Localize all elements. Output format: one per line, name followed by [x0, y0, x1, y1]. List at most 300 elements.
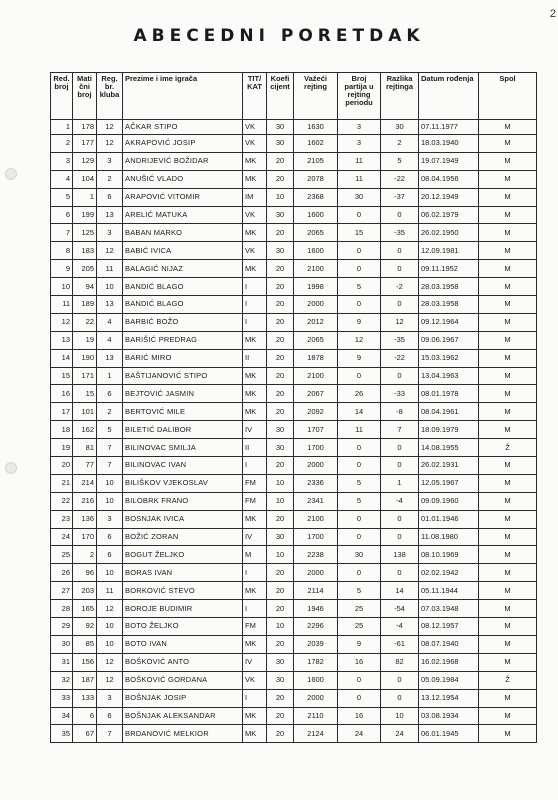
table-row: [51, 582, 537, 600]
cell-red-broj: 7: [51, 224, 73, 242]
cell-player-name: BOŽIĆ ZORAN: [123, 528, 243, 546]
table-row: [51, 260, 537, 278]
cell-vazeci-rejting: 2067: [294, 385, 338, 403]
cell-koeficijent: 30: [267, 421, 294, 439]
cell-reg-br-kluba: 3: [97, 152, 123, 170]
cell-spol: M: [479, 331, 537, 349]
cell-red-broj: 14: [51, 349, 73, 367]
cell-datum-rodjenja: 20.12.1949: [419, 188, 479, 206]
punch-hole-top: [5, 168, 17, 180]
cell-maticni-broj: 189: [73, 296, 97, 314]
cell-player-name: BILINOVAC SMILJA: [123, 439, 243, 457]
cell-red-broj: 30: [51, 635, 73, 653]
cell-red-broj: 34: [51, 707, 73, 725]
cell-reg-br-kluba: 12: [97, 120, 123, 135]
cell-player-name: BORAS IVAN: [123, 564, 243, 582]
cell-tit-kat: MK: [243, 725, 267, 743]
cell-datum-rodjenja: 06.02.1979: [419, 206, 479, 224]
cell-reg-br-kluba: 12: [97, 671, 123, 689]
cell-red-broj: 10: [51, 278, 73, 296]
cell-spol: M: [479, 242, 537, 260]
table-row: [51, 671, 537, 689]
cell-red-broj: 33: [51, 689, 73, 707]
cell-red-broj: 24: [51, 528, 73, 546]
cell-reg-br-kluba: 7: [97, 457, 123, 475]
cell-koeficijent: 20: [267, 331, 294, 349]
cell-razlika-rejtinga: 14: [381, 582, 419, 600]
cell-broj-partija: 0: [338, 296, 381, 314]
cell-broj-partija: 0: [338, 510, 381, 528]
cell-tit-kat: FM: [243, 492, 267, 510]
header-razlika-rejtinga: Razlika rejtinga: [381, 73, 419, 120]
table-row: [51, 188, 537, 206]
cell-spol: M: [479, 296, 537, 314]
cell-tit-kat: I: [243, 457, 267, 475]
cell-player-name: BOTO IVAN: [123, 635, 243, 653]
cell-datum-rodjenja: 09.11.1952: [419, 260, 479, 278]
cell-spol: M: [479, 206, 537, 224]
header-koeficijent: Koefi cijent: [267, 73, 294, 120]
cell-razlika-rejtinga: 0: [381, 260, 419, 278]
page-title: ABECEDNI PORETDAK: [133, 26, 425, 46]
cell-tit-kat: MK: [243, 331, 267, 349]
cell-player-name: BORKOVIĆ STEVO: [123, 582, 243, 600]
table-row: [51, 367, 537, 385]
cell-vazeci-rejting: 2065: [294, 224, 338, 242]
cell-reg-br-kluba: 10: [97, 564, 123, 582]
cell-spol: M: [479, 689, 537, 707]
cell-spol: M: [479, 546, 537, 564]
cell-datum-rodjenja: 08.12.1957: [419, 618, 479, 636]
cell-reg-br-kluba: 11: [97, 260, 123, 278]
cell-koeficijent: 20: [267, 385, 294, 403]
cell-reg-br-kluba: 12: [97, 653, 123, 671]
table-row: [51, 689, 537, 707]
table-row: [51, 206, 537, 224]
cell-maticni-broj: 85: [73, 635, 97, 653]
cell-spol: Ž: [479, 671, 537, 689]
cell-red-broj: 35: [51, 725, 73, 743]
header-vazeci-rejting: Važeći rejting: [294, 73, 338, 120]
table-row: [51, 546, 537, 564]
cell-spol: M: [479, 403, 537, 421]
table-row: [51, 331, 537, 349]
cell-maticni-broj: 92: [73, 618, 97, 636]
cell-broj-partija: 9: [338, 349, 381, 367]
cell-broj-partija: 30: [338, 188, 381, 206]
cell-vazeci-rejting: 2105: [294, 152, 338, 170]
cell-vazeci-rejting: 2100: [294, 260, 338, 278]
cell-reg-br-kluba: 13: [97, 206, 123, 224]
cell-koeficijent: 20: [267, 224, 294, 242]
cell-red-broj: 20: [51, 457, 73, 475]
cell-razlika-rejtinga: -22: [381, 349, 419, 367]
cell-player-name: BAŠTIJANOVIĆ STIPO: [123, 367, 243, 385]
header-reg-br-kluba: Reg. br. kluba: [97, 73, 123, 120]
cell-razlika-rejtinga: 0: [381, 206, 419, 224]
cell-razlika-rejtinga: 30: [381, 120, 419, 135]
cell-razlika-rejtinga: 10: [381, 707, 419, 725]
cell-reg-br-kluba: 6: [97, 528, 123, 546]
header-tit-kat: TIT/ KAT: [243, 73, 267, 120]
cell-vazeci-rejting: 2000: [294, 689, 338, 707]
cell-koeficijent: 30: [267, 242, 294, 260]
cell-broj-partija: 12: [338, 331, 381, 349]
cell-red-broj: 22: [51, 492, 73, 510]
cell-broj-partija: 16: [338, 653, 381, 671]
table-row: [51, 170, 537, 188]
cell-red-broj: 19: [51, 439, 73, 457]
cell-player-name: AKRAPOVIĆ JOSIP: [123, 135, 243, 153]
cell-koeficijent: 20: [267, 349, 294, 367]
cell-koeficijent: 20: [267, 564, 294, 582]
cell-tit-kat: I: [243, 689, 267, 707]
cell-vazeci-rejting: 1946: [294, 600, 338, 618]
cell-red-broj: 15: [51, 367, 73, 385]
table-row: [51, 492, 537, 510]
cell-red-broj: 1: [51, 120, 73, 135]
cell-tit-kat: I: [243, 296, 267, 314]
table-row: [51, 457, 537, 475]
cell-spol: Ž: [479, 439, 537, 457]
table-row: [51, 120, 537, 135]
cell-maticni-broj: 2: [73, 546, 97, 564]
cell-vazeci-rejting: 2012: [294, 313, 338, 331]
cell-player-name: BOGUT ŽELJKO: [123, 546, 243, 564]
cell-red-broj: 12: [51, 313, 73, 331]
table-row: [51, 296, 537, 314]
cell-koeficijent: 10: [267, 546, 294, 564]
cell-player-name: BOŠNJAK JOSIP: [123, 689, 243, 707]
cell-tit-kat: MK: [243, 260, 267, 278]
cell-razlika-rejtinga: 0: [381, 510, 419, 528]
cell-broj-partija: 25: [338, 600, 381, 618]
cell-maticni-broj: 171: [73, 367, 97, 385]
table-row: [51, 474, 537, 492]
table-row: [51, 564, 537, 582]
cell-broj-partija: 11: [338, 170, 381, 188]
cell-koeficijent: 20: [267, 707, 294, 725]
cell-reg-br-kluba: 3: [97, 510, 123, 528]
header-red-broj: Red. broj: [51, 73, 73, 120]
cell-red-broj: 29: [51, 618, 73, 636]
cell-red-broj: 5: [51, 188, 73, 206]
cell-tit-kat: II: [243, 439, 267, 457]
cell-player-name: BRDANOVIĆ MELKIOR: [123, 725, 243, 743]
cell-datum-rodjenja: 08.04.1961: [419, 403, 479, 421]
cell-broj-partija: 5: [338, 582, 381, 600]
cell-player-name: BEJTOVIĆ JASMIN: [123, 385, 243, 403]
cell-vazeci-rejting: 1782: [294, 653, 338, 671]
cell-tit-kat: MK: [243, 385, 267, 403]
cell-spol: M: [479, 385, 537, 403]
cell-broj-partija: 9: [338, 635, 381, 653]
cell-broj-partija: 0: [338, 260, 381, 278]
cell-koeficijent: 20: [267, 296, 294, 314]
cell-reg-br-kluba: 4: [97, 331, 123, 349]
cell-koeficijent: 20: [267, 152, 294, 170]
cell-player-name: BARIĆ MIRO: [123, 349, 243, 367]
cell-razlika-rejtinga: 0: [381, 296, 419, 314]
header-row: [51, 73, 537, 120]
cell-razlika-rejtinga: -4: [381, 492, 419, 510]
cell-red-broj: 3: [51, 152, 73, 170]
table-row: [51, 618, 537, 636]
cell-red-broj: 21: [51, 474, 73, 492]
cell-razlika-rejtinga: 0: [381, 528, 419, 546]
cell-player-name: BABAN MARKO: [123, 224, 243, 242]
cell-reg-br-kluba: 12: [97, 242, 123, 260]
table-row: [51, 600, 537, 618]
cell-tit-kat: VK: [243, 120, 267, 135]
cell-datum-rodjenja: 12.05.1967: [419, 474, 479, 492]
cell-razlika-rejtinga: 82: [381, 653, 419, 671]
cell-vazeci-rejting: 2336: [294, 474, 338, 492]
cell-koeficijent: 20: [267, 600, 294, 618]
table-row: [51, 349, 537, 367]
cell-red-broj: 25: [51, 546, 73, 564]
cell-maticni-broj: 125: [73, 224, 97, 242]
cell-datum-rodjenja: 08.07.1940: [419, 635, 479, 653]
cell-tit-kat: I: [243, 313, 267, 331]
cell-broj-partija: 0: [338, 671, 381, 689]
cell-vazeci-rejting: 1600: [294, 206, 338, 224]
cell-koeficijent: 30: [267, 135, 294, 153]
cell-datum-rodjenja: 08.04.1956: [419, 170, 479, 188]
cell-maticni-broj: 67: [73, 725, 97, 743]
cell-koeficijent: 20: [267, 582, 294, 600]
cell-maticni-broj: 183: [73, 242, 97, 260]
cell-koeficijent: 20: [267, 260, 294, 278]
cell-koeficijent: 30: [267, 653, 294, 671]
cell-tit-kat: FM: [243, 618, 267, 636]
cell-spol: M: [479, 707, 537, 725]
cell-maticni-broj: 156: [73, 653, 97, 671]
cell-reg-br-kluba: 7: [97, 725, 123, 743]
cell-datum-rodjenja: 05.09.1984: [419, 671, 479, 689]
cell-koeficijent: 20: [267, 367, 294, 385]
cell-reg-br-kluba: 6: [97, 188, 123, 206]
cell-red-broj: 18: [51, 421, 73, 439]
cell-razlika-rejtinga: 0: [381, 457, 419, 475]
cell-vazeci-rejting: 2100: [294, 510, 338, 528]
cell-player-name: BOSNJAK IVICA: [123, 510, 243, 528]
cell-razlika-rejtinga: -35: [381, 331, 419, 349]
cell-razlika-rejtinga: -37: [381, 188, 419, 206]
cell-player-name: ARAPOVIĆ VITOMIR: [123, 188, 243, 206]
cell-datum-rodjenja: 08.10.1969: [419, 546, 479, 564]
cell-datum-rodjenja: 09.09.1960: [419, 492, 479, 510]
cell-datum-rodjenja: 09.06.1967: [419, 331, 479, 349]
cell-spol: M: [479, 564, 537, 582]
cell-vazeci-rejting: 2114: [294, 582, 338, 600]
cell-koeficijent: 10: [267, 188, 294, 206]
cell-vazeci-rejting: 2000: [294, 457, 338, 475]
cell-maticni-broj: 1: [73, 188, 97, 206]
cell-maticni-broj: 104: [73, 170, 97, 188]
cell-spol: M: [479, 600, 537, 618]
cell-tit-kat: MK: [243, 224, 267, 242]
cell-broj-partija: 0: [338, 528, 381, 546]
cell-maticni-broj: 15: [73, 385, 97, 403]
cell-player-name: BILETIĆ DALIBOR: [123, 421, 243, 439]
cell-broj-partija: 24: [338, 725, 381, 743]
cell-maticni-broj: 187: [73, 671, 97, 689]
cell-datum-rodjenja: 13.04.1963: [419, 367, 479, 385]
cell-spol: M: [479, 224, 537, 242]
table-row: [51, 510, 537, 528]
cell-spol: M: [479, 725, 537, 743]
header-prezime-ime: Prezime i ime igrača: [123, 73, 243, 120]
cell-koeficijent: 30: [267, 439, 294, 457]
cell-koeficijent: 30: [267, 206, 294, 224]
cell-reg-br-kluba: 4: [97, 313, 123, 331]
table-row: [51, 313, 537, 331]
cell-player-name: BOŠNJAK ALEKSANDAR: [123, 707, 243, 725]
cell-razlika-rejtinga: -61: [381, 635, 419, 653]
header-maticni-broj: Mati čni broj: [73, 73, 97, 120]
cell-player-name: BALAGIĆ NIJAZ: [123, 260, 243, 278]
cell-broj-partija: 16: [338, 707, 381, 725]
cell-player-name: BOROJE BUDIMIR: [123, 600, 243, 618]
cell-player-name: BANDIĆ BLAGO: [123, 296, 243, 314]
cell-broj-partija: 0: [338, 206, 381, 224]
cell-broj-partija: 9: [338, 313, 381, 331]
cell-razlika-rejtinga: 24: [381, 725, 419, 743]
cell-koeficijent: 20: [267, 689, 294, 707]
cell-player-name: ARELIĆ MATUKA: [123, 206, 243, 224]
cell-maticni-broj: 214: [73, 474, 97, 492]
cell-reg-br-kluba: 12: [97, 600, 123, 618]
punch-hole-bottom: [5, 462, 17, 474]
cell-razlika-rejtinga: 2: [381, 135, 419, 153]
header-broj-partija: Broj partija u rejting periodu: [338, 73, 381, 120]
cell-spol: M: [479, 618, 537, 636]
cell-broj-partija: 15: [338, 224, 381, 242]
cell-koeficijent: 20: [267, 278, 294, 296]
cell-player-name: BOŠKOVIĆ ANTO: [123, 653, 243, 671]
cell-reg-br-kluba: 10: [97, 474, 123, 492]
cell-red-broj: 13: [51, 331, 73, 349]
cell-maticni-broj: 22: [73, 313, 97, 331]
cell-tit-kat: IV: [243, 528, 267, 546]
cell-razlika-rejtinga: 0: [381, 242, 419, 260]
cell-broj-partija: 0: [338, 439, 381, 457]
cell-tit-kat: MK: [243, 403, 267, 421]
cell-datum-rodjenja: 19.07.1949: [419, 152, 479, 170]
cell-maticni-broj: 19: [73, 331, 97, 349]
cell-vazeci-rejting: 2100: [294, 367, 338, 385]
cell-koeficijent: 30: [267, 120, 294, 135]
cell-vazeci-rejting: 1602: [294, 135, 338, 153]
cell-red-broj: 4: [51, 170, 73, 188]
cell-red-broj: 8: [51, 242, 73, 260]
cell-spol: M: [479, 152, 537, 170]
cell-datum-rodjenja: 09.12.1964: [419, 313, 479, 331]
cell-red-broj: 26: [51, 564, 73, 582]
cell-broj-partija: 30: [338, 546, 381, 564]
cell-vazeci-rejting: 1700: [294, 439, 338, 457]
table-row: [51, 528, 537, 546]
cell-red-broj: 2: [51, 135, 73, 153]
cell-datum-rodjenja: 26.02.1931: [419, 457, 479, 475]
cell-broj-partija: 11: [338, 421, 381, 439]
cell-vazeci-rejting: 2039: [294, 635, 338, 653]
cell-tit-kat: II: [243, 349, 267, 367]
cell-spol: M: [479, 120, 537, 135]
table-row: [51, 635, 537, 653]
cell-tit-kat: IV: [243, 653, 267, 671]
cell-vazeci-rejting: 2065: [294, 331, 338, 349]
cell-datum-rodjenja: 28.03.1958: [419, 278, 479, 296]
table-row: [51, 278, 537, 296]
cell-reg-br-kluba: 10: [97, 278, 123, 296]
cell-razlika-rejtinga: -4: [381, 618, 419, 636]
cell-maticni-broj: 190: [73, 349, 97, 367]
cell-datum-rodjenja: 26.02.1950: [419, 224, 479, 242]
cell-tit-kat: MK: [243, 367, 267, 385]
cell-broj-partija: 25: [338, 618, 381, 636]
cell-razlika-rejtinga: -8: [381, 403, 419, 421]
cell-tit-kat: MK: [243, 170, 267, 188]
cell-reg-br-kluba: 12: [97, 135, 123, 153]
cell-maticni-broj: 77: [73, 457, 97, 475]
cell-razlika-rejtinga: -54: [381, 600, 419, 618]
cell-tit-kat: M: [243, 546, 267, 564]
cell-datum-rodjenja: 11.08.1980: [419, 528, 479, 546]
cell-tit-kat: VK: [243, 206, 267, 224]
cell-razlika-rejtinga: 138: [381, 546, 419, 564]
cell-maticni-broj: 178: [73, 120, 97, 135]
cell-broj-partija: 26: [338, 385, 381, 403]
cell-spol: M: [479, 510, 537, 528]
cell-red-broj: 28: [51, 600, 73, 618]
cell-tit-kat: IV: [243, 421, 267, 439]
cell-koeficijent: 20: [267, 170, 294, 188]
cell-reg-br-kluba: 10: [97, 618, 123, 636]
cell-broj-partija: 5: [338, 474, 381, 492]
cell-spol: M: [479, 188, 537, 206]
cell-spol: M: [479, 278, 537, 296]
page-number: 2: [549, 8, 556, 20]
cell-datum-rodjenja: 14.08.1955: [419, 439, 479, 457]
table-row: [51, 439, 537, 457]
cell-razlika-rejtinga: 0: [381, 689, 419, 707]
cell-player-name: AČKAR STIPO: [123, 120, 243, 135]
cell-maticni-broj: 133: [73, 689, 97, 707]
cell-reg-br-kluba: 6: [97, 385, 123, 403]
cell-koeficijent: 10: [267, 474, 294, 492]
cell-broj-partija: 0: [338, 457, 381, 475]
cell-datum-rodjenja: 18.09.1979: [419, 421, 479, 439]
cell-koeficijent: 20: [267, 457, 294, 475]
table-row: [51, 707, 537, 725]
cell-player-name: BERTOVIĆ MILE: [123, 403, 243, 421]
cell-vazeci-rejting: 1700: [294, 528, 338, 546]
cell-reg-br-kluba: 13: [97, 349, 123, 367]
cell-tit-kat: I: [243, 600, 267, 618]
cell-tit-kat: I: [243, 278, 267, 296]
table-row: [51, 242, 537, 260]
cell-reg-br-kluba: 2: [97, 403, 123, 421]
cell-reg-br-kluba: 13: [97, 296, 123, 314]
cell-broj-partija: 0: [338, 367, 381, 385]
cell-spol: M: [479, 135, 537, 153]
cell-vazeci-rejting: 1630: [294, 120, 338, 135]
cell-tit-kat: MK: [243, 152, 267, 170]
cell-vazeci-rejting: 2000: [294, 296, 338, 314]
cell-spol: M: [479, 635, 537, 653]
